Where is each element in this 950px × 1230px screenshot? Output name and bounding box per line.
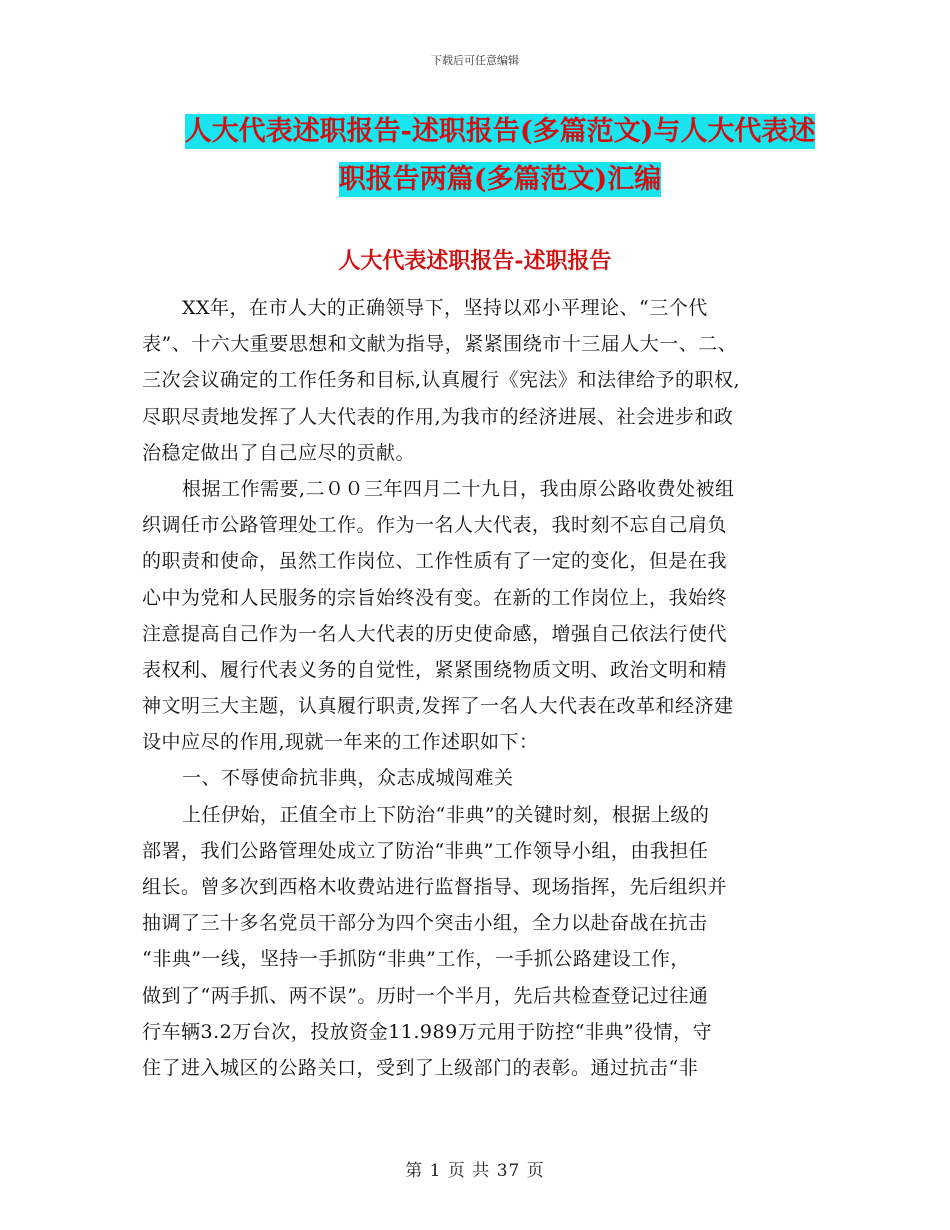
body-line: 三次会议确定的工作任务和目标,认真履行《宪法》和法律给予的职权, <box>142 369 741 392</box>
body-line: 织调任市公路管理处工作。作为一名人大代表，我时刻不忘自己肩负 <box>142 514 728 537</box>
body-text <box>142 290 812 1086</box>
body-line: 根据工作需要,二００三年四月二十九日，我由原公路收费处被组 <box>182 477 735 500</box>
body-line: 做到了“两手抓、两不误”。历时一个半月，先后共检查登记过往通 <box>142 984 709 1007</box>
body-line: 部署，我们公路管理处成立了防治“非典”工作领导小组，由我担任 <box>142 839 709 862</box>
body-line: 尽职尽责地发挥了人大代表的作用,为我市的经济进展、社会进步和政 <box>142 405 734 428</box>
section-title: 人大代表述职报告-述职报告 <box>338 248 612 274</box>
section-heading: 一、不辱使命抗非典，众志成城闯难关 <box>182 767 514 790</box>
header-note: 下载后可任意编辑 <box>431 54 519 67</box>
title-line-2 <box>140 156 860 204</box>
title-line-2-text: 职报告两篇(多篇范文)汇编 <box>338 164 662 195</box>
title-line-1 <box>140 108 860 156</box>
body-line: 住了进入城区的公路关口，受到了上级部门的表彰。通过抗击“非 <box>142 1056 699 1079</box>
body-line: 的职责和使命，虽然工作岗位、工作性质有了一定的变化，但是在我 <box>142 550 728 573</box>
body-line: 治稳定做出了自己应尽的贡献。 <box>142 441 416 464</box>
body-line: “非典”一线，坚持一手抓防“非典”工作，一手抓公路建设工作， <box>142 948 690 971</box>
body-line: 注意提高自己作为一名人大代表的历史使命感，增强自己依法行使代 <box>142 622 728 645</box>
page-number: 第 1 页 共 37 页 <box>405 1161 545 1181</box>
body-line: 神文明三大主题，认真履行职责,发挥了一名人大代表在改革和经济建 <box>142 695 734 718</box>
body-line: 表”、十六大重要思想和文献为指导，紧紧围绕市十三届人大一、二、 <box>142 333 738 356</box>
document-title <box>140 108 860 204</box>
body-line: 组长。曾多次到西格木收费站进行监督指导、现场指挥，先后组织并 <box>142 876 728 898</box>
body-line: 表权利、履行代表义务的自觉性，紧紧围绕物质文明、政治文明和精 <box>142 658 728 681</box>
body-line: 设中应尽的作用,现就一年来的工作述职如下： <box>142 731 539 754</box>
body-line: 心中为党和人民服务的宗旨始终没有变。在新的工作岗位上，我始终 <box>142 586 728 609</box>
body-line: 行车辆3.2万台次，投放资金11.989万元用于防控“非典”役情，守 <box>142 1020 713 1043</box>
title-line-1-text: 人大代表述职报告-述职报告(多篇范文)与人大代表述 <box>184 116 816 147</box>
body-line: XX年，在市人大的正确领导下，坚持以邓小平理论、“三个代 <box>182 297 708 319</box>
body-line: 上任伊始，正值全市上下防治“非典”的关键时刻，根据上级的 <box>182 803 710 826</box>
body-line: 抽调了三十多名党员干部分为四个突击小组，全力以赴奋战在抗击 <box>142 912 708 935</box>
